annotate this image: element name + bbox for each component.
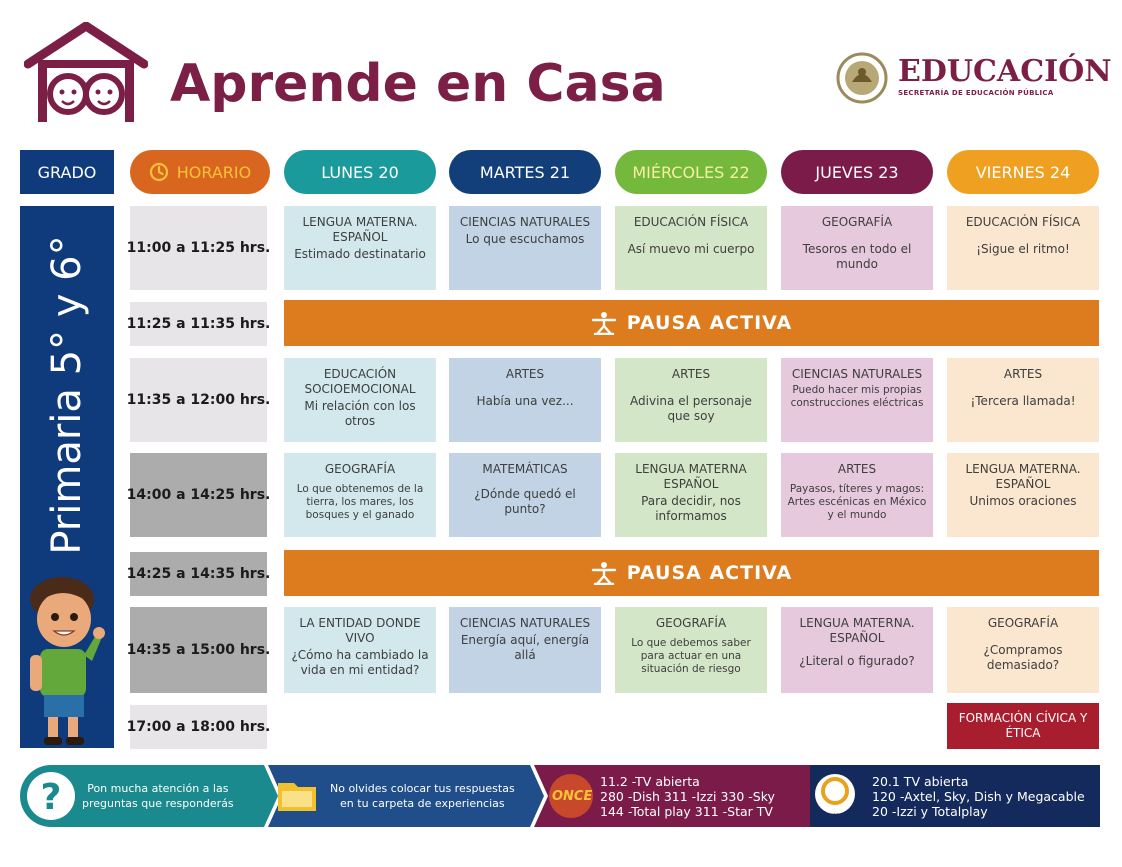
sep-subtitle: SECRETARÍA DE EDUCACIÓN PÚBLICA (898, 89, 1054, 97)
pausa-label: PAUSA ACTIVA (626, 312, 793, 334)
topic: Tesoros en todo el mundo (802, 242, 912, 271)
subject: GEOGRAFÍA (324, 462, 396, 476)
time-slot: 11:25 a 11:35 hrs. (130, 302, 267, 346)
subject: MATEMÁTICAS (482, 462, 568, 476)
class-cell (449, 607, 601, 693)
class-cell (449, 453, 601, 537)
topic: Energía aquí, energía allá (460, 633, 590, 662)
topic: Unimos oraciones (969, 494, 1077, 508)
horario-label: HORARIO (176, 162, 252, 182)
grado-header: GRADO (20, 150, 114, 194)
subject: LENGUA MATERNA. ESPAÑOL (965, 462, 1081, 491)
class-cell (947, 607, 1099, 693)
once-tv-logo: ONCE (552, 789, 593, 804)
channel-line: 120 -Axtel, Sky, Dish y Megacable (872, 789, 1085, 804)
stretching-person-icon (591, 311, 617, 335)
horario-header (130, 150, 270, 194)
subject: CIENCIAS NATURALES (459, 616, 591, 630)
sep-title: EDUCACIÓN (898, 54, 1112, 89)
topic: Así muevo mi cuerpo (627, 242, 755, 256)
topic: Adivina el personaje que soy (630, 394, 752, 423)
topic: Puedo hacer mis propias construcciones eléctricas (790, 384, 924, 409)
class-cell (947, 206, 1099, 290)
class-cell (781, 453, 933, 537)
channel-line: 280 -Dish 311 -Izzi 330 -Sky (600, 789, 775, 804)
subject: GEOGRAFÍA (655, 616, 727, 630)
tv-unam-logo: tv·unam (818, 811, 856, 820)
day-header-viernes: VIERNES 24 (947, 150, 1099, 194)
channel-line: 11.2 -TV abierta (600, 774, 700, 789)
class-cell (284, 607, 436, 693)
class-cell (947, 358, 1099, 442)
class-cell (284, 206, 436, 290)
stretching-person-icon (591, 561, 617, 585)
subject: GEOGRAFÍA (987, 616, 1059, 630)
pausa-label: PAUSA ACTIVA (626, 562, 793, 584)
class-cell (781, 358, 933, 442)
topic: ¡Sigue el ritmo! (976, 242, 1070, 256)
topic: Lo que debemos saber para actuar en una situación de riesgo (631, 637, 751, 675)
tip-attention (82, 781, 234, 811)
pausa-activa-bar (284, 550, 1099, 596)
day-header-miercoles: MIÉRCOLES 22 (615, 150, 767, 194)
topic: Mi relación con los otros (304, 399, 416, 428)
class-cell (615, 607, 767, 693)
class-cell (781, 607, 933, 693)
time-slot: 11:00 a 11:25 hrs. (130, 206, 267, 290)
formacion-civica-cell: FORMACIÓN CÍVICA Y ÉTICA (947, 703, 1099, 749)
topic: ¡Tercera llamada! (970, 394, 1076, 408)
class-cell (615, 453, 767, 537)
topic: Estimado destinatario (294, 247, 426, 261)
subject: EDUCACIÓN FÍSICA (633, 215, 749, 229)
day-header-jueves: JUEVES 23 (781, 150, 933, 194)
topic: ¿Dónde quedó el punto? (474, 487, 576, 516)
child-illustration (22, 575, 112, 747)
tip-line: Pon mucha atención a las (87, 782, 229, 795)
aprende-en-casa-house-logo (24, 22, 148, 124)
tip-line: No olvides colocar tus respuestas (330, 782, 515, 795)
subject: GEOGRAFÍA (821, 215, 893, 229)
class-cell (947, 453, 1099, 537)
national-seal-icon (836, 52, 888, 104)
subject: LA ENTIDAD DONDE VIVO (299, 616, 421, 645)
topic: Payasos, títeres y magos: Artes escénicas en México y el mundo (787, 483, 927, 521)
clock-icon (149, 162, 169, 182)
channel-unam-info (872, 774, 1085, 819)
subject: CIENCIAS NATURALES (791, 367, 923, 381)
class-cell (615, 206, 767, 290)
subject: ARTES (505, 367, 545, 381)
topic: Lo que escuchamos (465, 232, 585, 246)
tip-line: en tu carpeta de experiencias (340, 797, 505, 810)
time-slot: 11:35 a 12:00 hrs. (130, 358, 267, 442)
time-slot: 17:00 a 18:00 hrs. (130, 705, 267, 749)
topic: ¿Literal o figurado? (799, 654, 915, 668)
class-cell (284, 358, 436, 442)
topic: Para decidir, nos informamos (641, 494, 741, 523)
day-header-martes: MARTES 21 (449, 150, 601, 194)
page-title: Aprende en Casa (170, 54, 666, 114)
tip-line: preguntas que responderás (82, 797, 234, 810)
subject: LENGUA MATERNA. ESPAÑOL (799, 616, 915, 645)
time-slot: 14:35 a 15:00 hrs. (130, 607, 267, 693)
grade-label: Primaria 5° y 6° (44, 235, 90, 555)
day-header-lunes: LUNES 20 (284, 150, 436, 194)
subject: ARTES (1003, 367, 1043, 381)
subject: EDUCACIÓN FÍSICA (965, 215, 1081, 229)
topic: Lo que obtenemos de la tierra, los mares, los bosques y el ganado (296, 483, 424, 521)
subject: LENGUA MATERNA ESPAÑOL (635, 462, 747, 491)
pausa-activa-bar (284, 300, 1099, 346)
channel-line: 144 -Total play 311 -Star TV (600, 804, 773, 819)
topic: ¿Cómo ha cambiado la vida en mi entidad? (291, 648, 429, 677)
time-slot: 14:25 a 14:35 hrs. (130, 552, 267, 596)
subject: ARTES (837, 462, 877, 476)
class-cell (449, 358, 601, 442)
svg-text:?: ? (40, 777, 62, 818)
subject: EDUCACIÓN SOCIOEMOCIONAL (304, 367, 416, 396)
subject: ARTES (671, 367, 711, 381)
subject: CIENCIAS NATURALES (459, 215, 591, 229)
topic: ¿Compramos demasiado? (983, 643, 1063, 672)
subject: LENGUA MATERNA. ESPAÑOL (302, 215, 418, 244)
topic: Había una vez... (476, 394, 574, 408)
class-cell (781, 206, 933, 290)
tip-folder (330, 781, 515, 811)
class-cell (284, 453, 436, 537)
class-cell (615, 358, 767, 442)
channel-line: 20 -Izzi y Totalplay (872, 804, 988, 819)
class-cell (449, 206, 601, 290)
time-slot: 14:00 a 14:25 hrs. (130, 453, 267, 537)
channel-line: 20.1 TV abierta (872, 774, 969, 789)
channel-once-info (600, 774, 775, 819)
